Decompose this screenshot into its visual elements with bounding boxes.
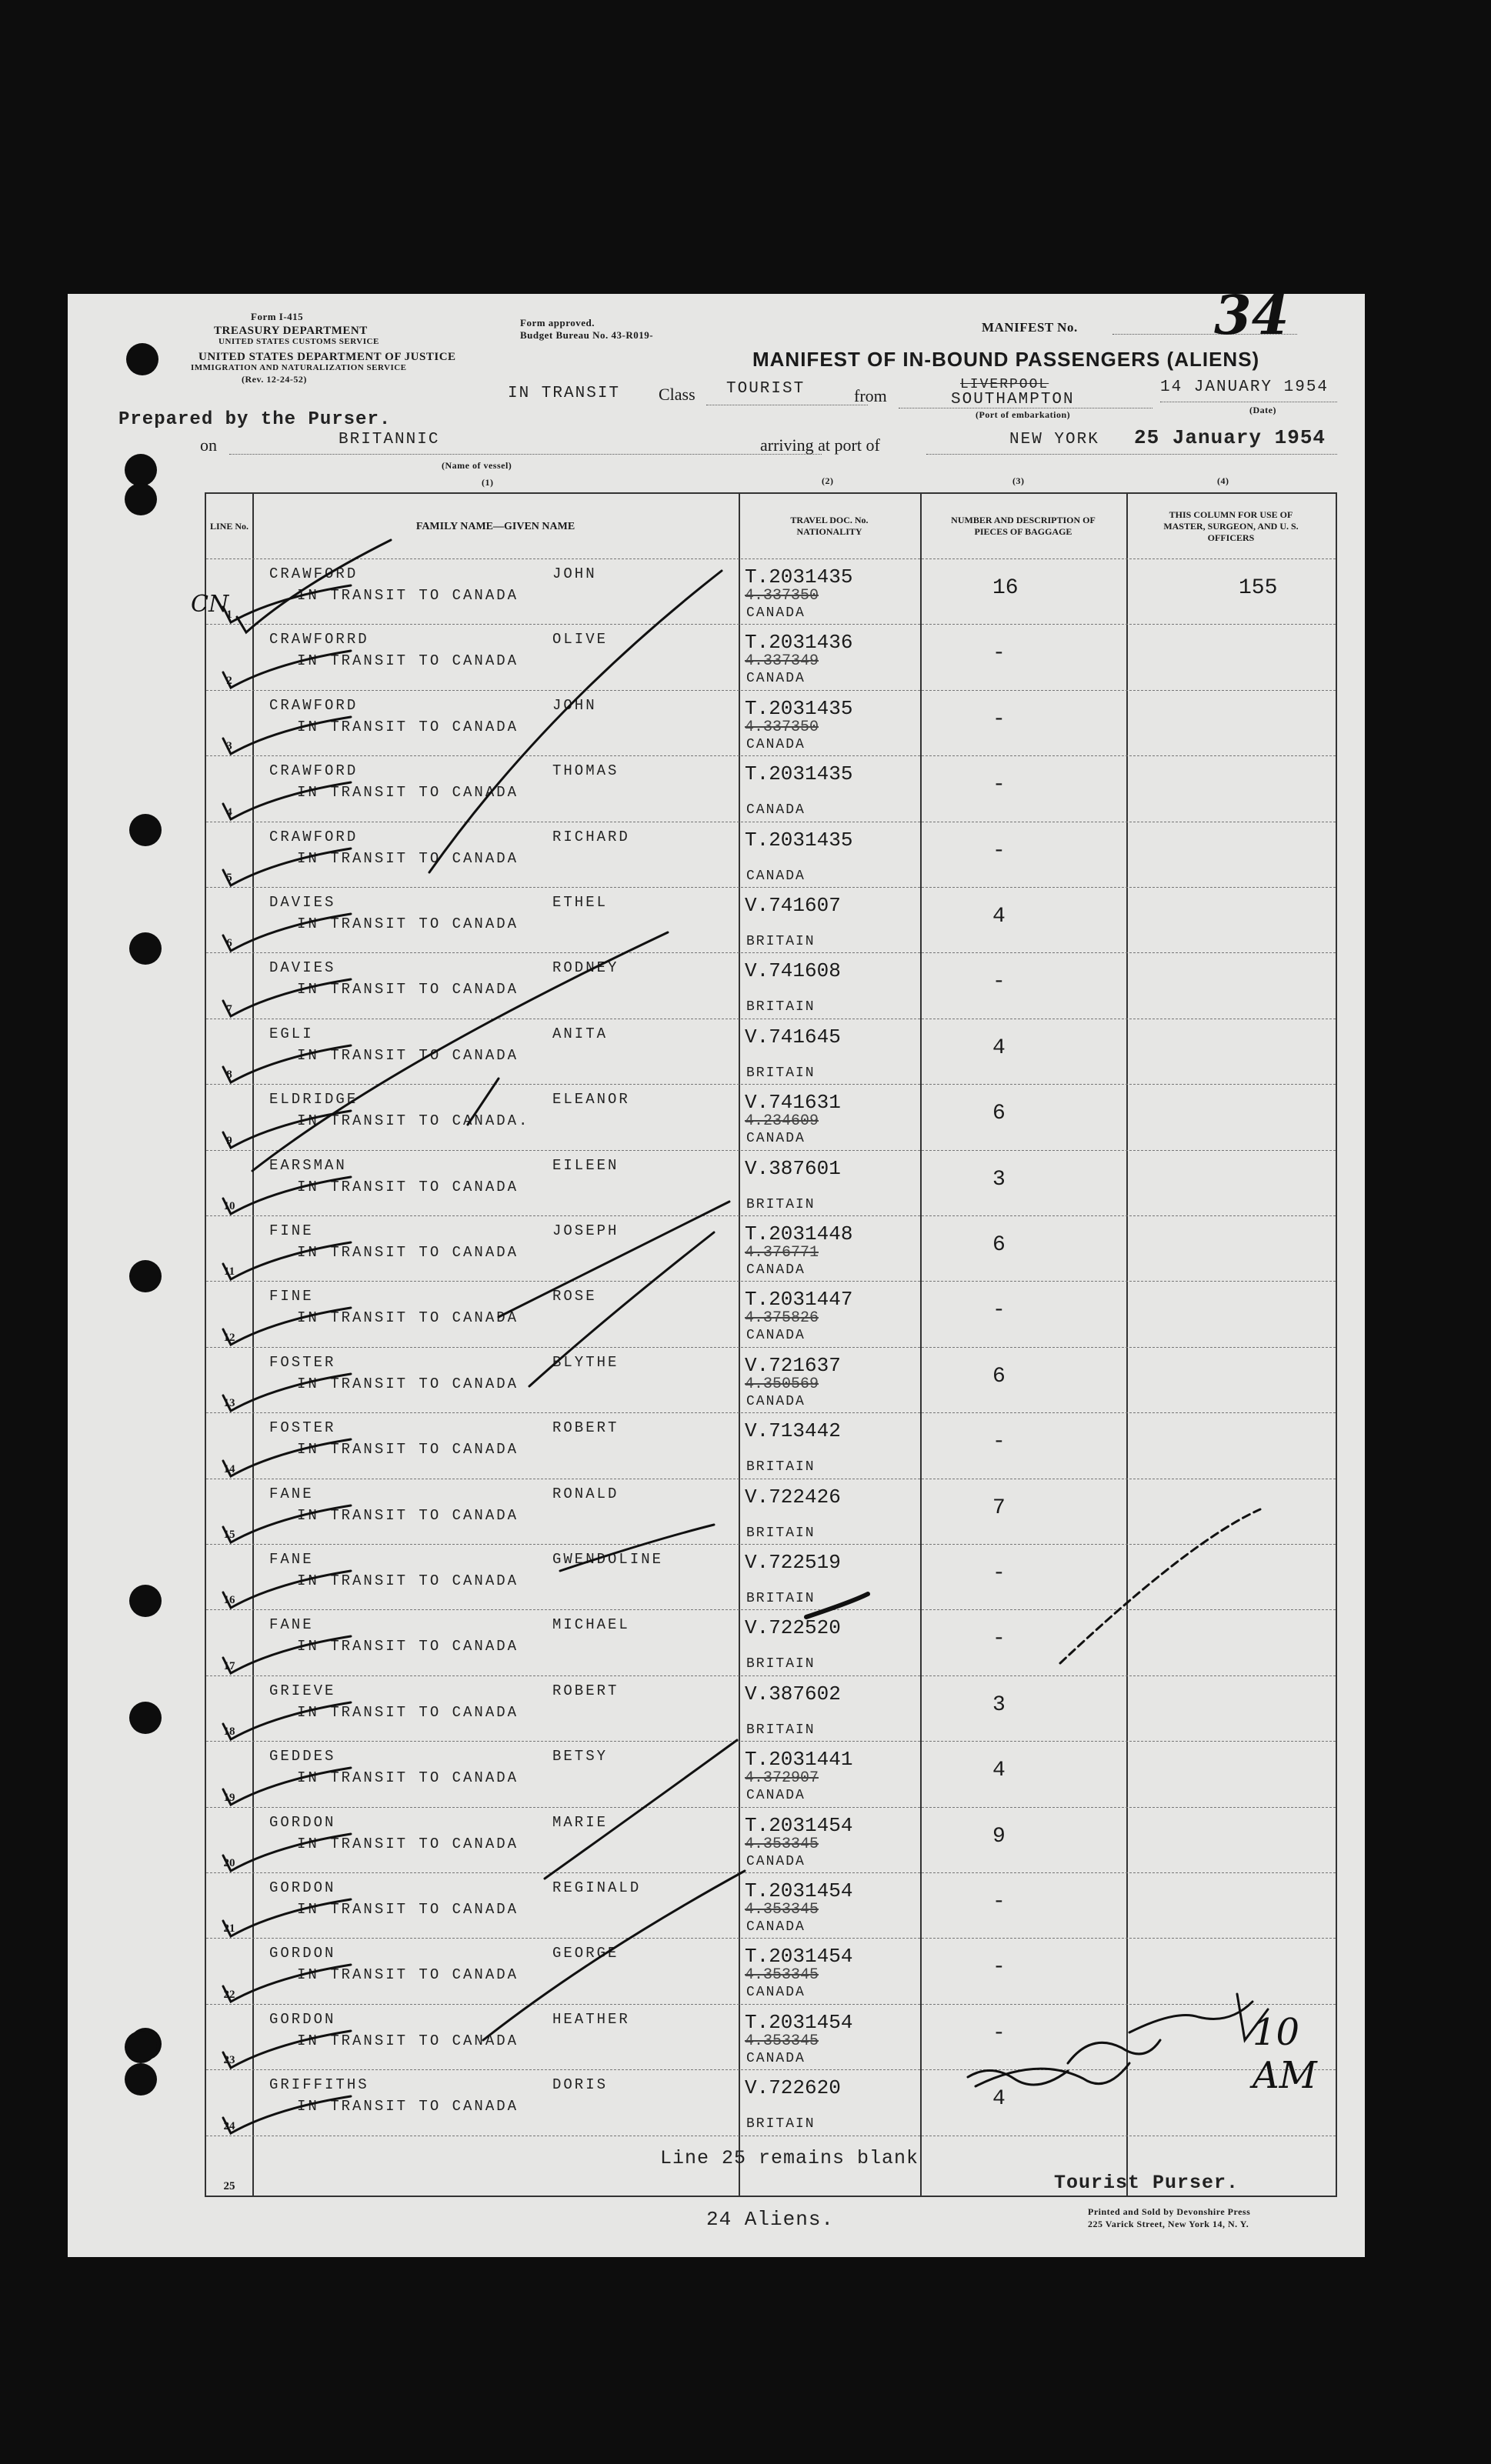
in-transit-label: IN TRANSIT	[508, 385, 621, 402]
table-row	[206, 822, 1336, 888]
nationality: CANADA	[746, 1131, 806, 1147]
nationality: BRITAIN	[746, 934, 816, 949]
col-ref-2: (2)	[822, 475, 834, 486]
col-header-baggage: NUMBER AND DESCRIPTION OF PIECES OF BAGGAGE	[951, 515, 1096, 537]
officer-mark: 155	[1239, 576, 1278, 600]
line-number: 25	[223, 2180, 235, 2192]
table-row	[206, 1479, 1336, 1545]
form-number: Form I-415	[251, 311, 304, 322]
baggage-count: 7	[992, 1495, 1006, 1520]
nationality: CANADA	[746, 1788, 806, 1804]
family-name: ELDRIDGE	[269, 1091, 359, 1109]
line-number: 5	[226, 871, 232, 884]
family-name: EGLI	[269, 1025, 314, 1042]
transit-note: IN TRANSIT TO CANADA	[297, 1309, 519, 1327]
on-label: on	[200, 435, 217, 455]
given-name: BLYTHE	[552, 1353, 619, 1371]
table-row	[206, 1019, 1336, 1085]
old-doc-number: 4.376771	[745, 1244, 819, 1262]
given-name: OLIVE	[552, 631, 609, 649]
travel-doc-number: T.2031448	[745, 1222, 853, 1245]
family-name: DAVIES	[269, 959, 336, 977]
baggage-count: -	[992, 642, 1006, 666]
checkmark-icon	[220, 1436, 359, 1482]
travel-doc-number: T.2031441	[745, 1748, 853, 1772]
punch-hole	[129, 1585, 162, 1617]
baggage-count: 3	[992, 1692, 1006, 1717]
transit-note: IN TRANSIT TO CANADA	[297, 1835, 519, 1852]
family-name: FINE	[269, 1288, 314, 1305]
line-number: 21	[223, 1922, 235, 1936]
line-number: 4	[226, 805, 232, 819]
old-doc-number: 4.353345	[745, 1966, 819, 1985]
baggage-count: 4	[992, 1759, 1006, 1783]
travel-doc-number: T.2031435	[745, 762, 853, 786]
table-row	[206, 558, 1336, 625]
baggage-count: 4	[992, 905, 1006, 929]
transit-note: IN TRANSIT TO CANADA	[297, 587, 519, 604]
transit-note: IN TRANSIT TO CANADA	[297, 849, 519, 867]
line-number: 7	[226, 1002, 232, 1015]
justice-dept: UNITED STATES DEPARTMENT OF JUSTICE	[198, 351, 456, 363]
line-number: 12	[223, 1331, 235, 1344]
col-ref-1: (1)	[482, 477, 494, 488]
line-number: 15	[223, 1528, 235, 1541]
table-row	[206, 1609, 1336, 1675]
family-name: GORDON	[269, 1879, 336, 1896]
punch-hole	[125, 483, 157, 515]
table-row	[206, 1084, 1336, 1150]
margin-note: CN	[191, 591, 229, 618]
given-name: MICHAEL	[552, 1616, 630, 1634]
checkmark-icon	[220, 1831, 359, 1877]
revision-date: (Rev. 12-24-52)	[242, 374, 307, 385]
transit-note: IN TRANSIT TO CANADA	[297, 1901, 519, 1918]
checkmark-icon	[220, 1371, 359, 1417]
family-name: GORDON	[269, 1945, 336, 1962]
manifest-title: MANIFEST OF IN-BOUND PASSENGERS (ALIENS)	[752, 348, 1260, 371]
line-number: 19	[223, 1791, 235, 1804]
nationality: BRITAIN	[746, 999, 816, 1015]
line-number: 9	[226, 1134, 232, 1147]
class-value: TOURIST	[726, 380, 806, 398]
checkmark-icon	[220, 1568, 359, 1614]
line-number: 8	[226, 1069, 232, 1082]
family-name: GRIEVE	[269, 1682, 336, 1699]
family-name: FOSTER	[269, 1353, 336, 1371]
old-doc-number: 4.353345	[745, 1835, 819, 1853]
baggage-count: -	[992, 2021, 1006, 2046]
table-row	[206, 755, 1336, 822]
transit-note: IN TRANSIT TO CANADA	[297, 784, 519, 802]
nationality: BRITAIN	[746, 1459, 816, 1475]
travel-doc-number: V.713442	[745, 1419, 841, 1443]
baggage-count: 16	[992, 576, 1019, 600]
nationality: CANADA	[746, 671, 806, 687]
baggage-count: -	[992, 1299, 1006, 1323]
travel-doc-number: T.2031454	[745, 2010, 853, 2034]
old-doc-number: 4.375826	[745, 1309, 819, 1328]
handwritten-time: 10 AM	[1253, 2011, 1317, 2097]
baggage-count: -	[992, 1890, 1006, 1914]
port-embarkation-label: (Port of embarkation)	[976, 409, 1071, 420]
family-name: CRAWFORD	[269, 565, 359, 582]
given-name: THOMAS	[552, 762, 619, 780]
nationality: BRITAIN	[746, 1196, 816, 1212]
manifest-no-label: MANIFEST No.	[982, 320, 1078, 335]
table-row	[206, 690, 1336, 756]
checkmark-icon	[220, 648, 359, 694]
family-name: FANE	[269, 1551, 314, 1568]
passenger-table	[205, 492, 1337, 2197]
col-header-doc: TRAVEL DOC. No. NATIONALITY	[790, 515, 869, 537]
checkmark-icon	[220, 1108, 359, 1154]
table-row	[206, 1150, 1336, 1216]
baggage-count: 3	[992, 1167, 1006, 1192]
given-name: ELEANOR	[552, 1091, 630, 1109]
transit-note: IN TRANSIT TO CANADA	[297, 652, 519, 670]
given-name: RODNEY	[552, 959, 619, 977]
old-doc-number: 4.337349	[745, 652, 819, 671]
nationality: CANADA	[746, 1393, 806, 1409]
travel-doc-number: T.2031435	[745, 696, 853, 720]
checkmark-icon	[220, 2093, 359, 2139]
ins-service: IMMIGRATION AND NATURALIZATION SERVICE	[191, 363, 407, 372]
aliens-total: 24 Aliens.	[706, 2208, 835, 2231]
checkmark-icon	[220, 1502, 359, 1549]
transit-note: IN TRANSIT TO CANADA	[297, 915, 519, 932]
given-name: ROSE	[552, 1288, 597, 1305]
punch-hole	[129, 814, 162, 846]
given-name: MARIE	[552, 1813, 609, 1831]
table-row	[206, 1675, 1336, 1742]
class-label: Class	[659, 385, 695, 404]
family-name: GRIFFITHS	[269, 2076, 369, 2094]
old-doc-number: 4.350569	[745, 1375, 819, 1393]
baggage-count: 4	[992, 1035, 1006, 1060]
table-row	[206, 1281, 1336, 1347]
old-doc-number: 4.372907	[745, 1769, 819, 1788]
customs-service: UNITED STATES CUSTOMS SERVICE	[218, 337, 379, 346]
from-value: SOUTHAMPTON	[951, 391, 1075, 408]
checkmark-icon	[220, 1765, 359, 1811]
baggage-count: 6	[992, 1102, 1006, 1126]
col-header-name: FAMILY NAME—GIVEN NAME	[415, 520, 575, 532]
transit-note: IN TRANSIT TO CANADA.	[297, 1112, 530, 1130]
family-name: CRAWFORRD	[269, 631, 369, 649]
nationality: CANADA	[746, 736, 806, 752]
table-row	[206, 1741, 1336, 1807]
checkmark-icon	[220, 779, 359, 825]
line-number: 14	[223, 1462, 235, 1475]
line-number: 2	[226, 674, 232, 687]
travel-doc-number: V.387601	[745, 1156, 841, 1180]
family-name: DAVIES	[269, 894, 336, 911]
punch-hole	[125, 2031, 157, 2063]
travel-doc-number: V.722519	[745, 1551, 841, 1574]
line-number: 23	[223, 2054, 235, 2067]
family-name: EARSMAN	[269, 1156, 347, 1174]
checkmark-icon	[220, 2028, 359, 2074]
punch-hole	[125, 2063, 157, 2096]
nationality: BRITAIN	[746, 1591, 816, 1606]
from-struck: LIVERPOOL	[960, 377, 1049, 392]
purser-signature-label: Tourist Purser.	[1054, 2172, 1239, 2194]
old-doc-number: 4.337350	[745, 587, 819, 605]
table-row	[206, 1807, 1336, 1873]
line-number: 3	[226, 740, 232, 753]
prepared-by: Prepared by the Purser.	[118, 409, 392, 430]
transit-note: IN TRANSIT TO CANADA	[297, 2098, 519, 2116]
punch-hole	[129, 932, 162, 965]
transit-note: IN TRANSIT TO CANADA	[297, 1572, 519, 1589]
travel-doc-number: T.2031436	[745, 631, 853, 655]
given-name: RONALD	[552, 1485, 619, 1502]
line-number: 22	[223, 1988, 235, 2001]
family-name: CRAWFORD	[269, 828, 359, 845]
line-number: 11	[223, 1265, 235, 1279]
table-row	[206, 1544, 1336, 1610]
treasury-dept: TREASURY DEPARTMENT	[214, 325, 368, 337]
family-name: FANE	[269, 1485, 314, 1502]
line-number: 13	[223, 1397, 235, 1410]
transit-note: IN TRANSIT TO CANADA	[297, 1769, 519, 1787]
checkmark-icon	[220, 1174, 359, 1220]
travel-doc-number: T.2031454	[745, 1813, 853, 1837]
given-name: RICHARD	[552, 828, 630, 845]
travel-doc-number: V.741607	[745, 894, 841, 917]
nationality: CANADA	[746, 2050, 806, 2066]
given-name: DORIS	[552, 2076, 609, 2094]
line-number: 16	[223, 1594, 235, 1607]
from-label: from	[854, 386, 887, 405]
given-name: ETHEL	[552, 894, 609, 911]
baggage-count: 6	[992, 1364, 1006, 1389]
checkmark-icon	[220, 1896, 359, 1942]
travel-doc-number: T.2031435	[745, 565, 853, 588]
vessel-label: (Name of vessel)	[442, 460, 512, 471]
table-row	[206, 1412, 1336, 1479]
table-row	[206, 1938, 1336, 2004]
family-name: GEDDES	[269, 1748, 336, 1765]
baggage-count: 4	[992, 2087, 1006, 2112]
line-number: 18	[223, 1725, 235, 1739]
arriving-label: arriving at port of	[760, 435, 880, 455]
transit-note: IN TRANSIT TO CANADA	[297, 718, 519, 735]
family-name: CRAWFORD	[269, 696, 359, 714]
baggage-count: 6	[992, 1233, 1006, 1257]
checkmark-icon	[220, 714, 359, 760]
table-row	[206, 2069, 1336, 2136]
table-row-blank	[206, 2136, 1336, 2196]
nationality: CANADA	[746, 1853, 806, 1869]
given-name: EILEEN	[552, 1156, 619, 1174]
transit-note: IN TRANSIT TO CANADA	[297, 2032, 519, 2049]
departure-date: 14 JANUARY 1954	[1160, 378, 1329, 396]
nationality: BRITAIN	[746, 2116, 816, 2132]
nationality: BRITAIN	[746, 1525, 816, 1541]
travel-doc-number: T.2031454	[745, 1945, 853, 1969]
checkmark-icon	[220, 976, 359, 1022]
travel-doc-number: V.741631	[745, 1091, 841, 1115]
family-name: FINE	[269, 1222, 314, 1239]
given-name: ROBERT	[552, 1682, 619, 1699]
col-ref-4: (4)	[1217, 475, 1229, 486]
transit-note: IN TRANSIT TO CANADA	[297, 1244, 519, 1261]
col-header-officer: THIS COLUMN FOR USE OF MASTER, SURGEON, AND U. S. OFFICERS	[1163, 508, 1299, 543]
family-name: FOSTER	[269, 1419, 336, 1437]
arrival-date: 25 January 1954	[1134, 426, 1326, 449]
baggage-count: -	[992, 1956, 1006, 1980]
given-name: ROBERT	[552, 1419, 619, 1437]
table-row	[206, 2004, 1336, 2070]
checkmark-icon	[220, 1699, 359, 1745]
baggage-count: -	[992, 707, 1006, 732]
punch-hole	[126, 343, 158, 375]
date-label: (Date)	[1249, 405, 1276, 415]
baggage-count: -	[992, 839, 1006, 863]
nationality: BRITAIN	[746, 1722, 816, 1738]
transit-note: IN TRANSIT TO CANADA	[297, 1046, 519, 1064]
nationality: CANADA	[746, 605, 806, 621]
given-name: GEORGE	[552, 1945, 619, 1962]
nationality: CANADA	[746, 802, 806, 819]
bureau-number: Budget Bureau No. 43-R019-	[520, 329, 654, 341]
checkmark-icon	[220, 1042, 359, 1089]
punch-hole	[129, 1702, 162, 1734]
line-number: 6	[226, 937, 232, 950]
transit-note: IN TRANSIT TO CANADA	[297, 1441, 519, 1459]
table-row	[206, 952, 1336, 1019]
blank-line-note: Line 25 remains blank	[660, 2147, 919, 2169]
nationality: BRITAIN	[746, 1656, 816, 1672]
transit-note: IN TRANSIT TO CANADA	[297, 1506, 519, 1524]
travel-doc-number: V.722426	[745, 1485, 841, 1509]
given-name: HEATHER	[552, 2010, 630, 2028]
old-doc-number: 4.337350	[745, 718, 819, 736]
col-header-line: LINE No.	[209, 520, 248, 532]
travel-doc-number: V.721637	[745, 1353, 841, 1377]
checkmark-icon	[220, 1305, 359, 1351]
old-doc-number: 4.353345	[745, 2032, 819, 2050]
printer-name: Printed and Sold by Devonshire Press	[1088, 2206, 1251, 2217]
arrival-line	[926, 454, 1337, 455]
family-name: FANE	[269, 1616, 314, 1634]
travel-doc-number: T.2031447	[745, 1288, 853, 1312]
checkmark-icon	[220, 1962, 359, 2008]
transit-note: IN TRANSIT TO CANADA	[297, 1375, 519, 1392]
manifest-number: 34	[1214, 283, 1289, 347]
baggage-count: 9	[992, 1824, 1006, 1849]
checkmark-icon	[220, 1239, 359, 1285]
travel-doc-number: V.722520	[745, 1616, 841, 1640]
family-name: GORDON	[269, 1813, 336, 1831]
arrival-port: NEW YORK	[1009, 431, 1099, 448]
line-number: 17	[223, 1659, 235, 1672]
table-row	[206, 887, 1336, 953]
checkmark-icon	[220, 911, 359, 957]
travel-doc-number: T.2031435	[745, 828, 853, 852]
given-name: BETSY	[552, 1748, 609, 1765]
travel-doc-number: V.741608	[745, 959, 841, 983]
col-ref-3: (3)	[1012, 475, 1025, 486]
travel-doc-number: T.2031454	[745, 1879, 853, 1902]
printer-address: 225 Varick Street, New York 14, N. Y.	[1088, 2219, 1249, 2229]
travel-doc-number: V.741645	[745, 1025, 841, 1049]
punch-hole	[129, 1260, 162, 1292]
given-name: JOHN	[552, 565, 597, 582]
line-number: 24	[223, 2119, 235, 2132]
vessel-line	[229, 454, 822, 455]
transit-note: IN TRANSIT TO CANADA	[297, 1178, 519, 1195]
checkmark-icon	[220, 1633, 359, 1679]
given-name: REGINALD	[552, 1879, 642, 1896]
transit-note: IN TRANSIT TO CANADA	[297, 1966, 519, 1984]
given-name: GWENDOLINE	[552, 1551, 664, 1568]
travel-doc-number: V.387602	[745, 1682, 841, 1705]
nationality: CANADA	[746, 868, 806, 884]
baggage-count: -	[992, 970, 1006, 995]
travel-doc-number: V.722620	[745, 2076, 841, 2100]
baggage-count: -	[992, 1430, 1006, 1455]
nationality: BRITAIN	[746, 1065, 816, 1081]
nationality: CANADA	[746, 1919, 806, 1935]
given-name: ANITA	[552, 1025, 609, 1042]
given-name: JOSEPH	[552, 1222, 619, 1239]
old-doc-number: 4.353345	[745, 1901, 819, 1919]
nationality: CANADA	[746, 1985, 806, 2001]
baggage-count: -	[992, 773, 1006, 798]
vessel-name: BRITANNIC	[339, 431, 440, 448]
old-doc-number: 4.234609	[745, 1112, 819, 1131]
transit-note: IN TRANSIT TO CANADA	[297, 1638, 519, 1655]
baggage-count: -	[992, 1562, 1006, 1585]
table-row	[206, 1215, 1336, 1282]
manifest-page	[68, 283, 1365, 2257]
table-row	[206, 1872, 1336, 1939]
transit-note: IN TRANSIT TO CANADA	[297, 981, 519, 999]
line-number: 10	[223, 1199, 235, 1212]
table-row	[206, 1347, 1336, 1413]
given-name: JOHN	[552, 696, 597, 714]
nationality: CANADA	[746, 1328, 806, 1344]
family-name: GORDON	[269, 2010, 336, 2028]
transit-note: IN TRANSIT TO CANADA	[297, 1703, 519, 1721]
baggage-count: -	[992, 1627, 1006, 1652]
line-number: 20	[223, 1856, 235, 1869]
punch-hole	[125, 454, 157, 486]
checkmark-icon	[220, 845, 359, 892]
line-number: 1	[226, 608, 232, 622]
form-approved: Form approved.	[520, 317, 595, 328]
family-name: CRAWFORD	[269, 762, 359, 780]
checkmark-icon	[220, 582, 359, 629]
table-row	[206, 624, 1336, 690]
nationality: CANADA	[746, 1262, 806, 1278]
